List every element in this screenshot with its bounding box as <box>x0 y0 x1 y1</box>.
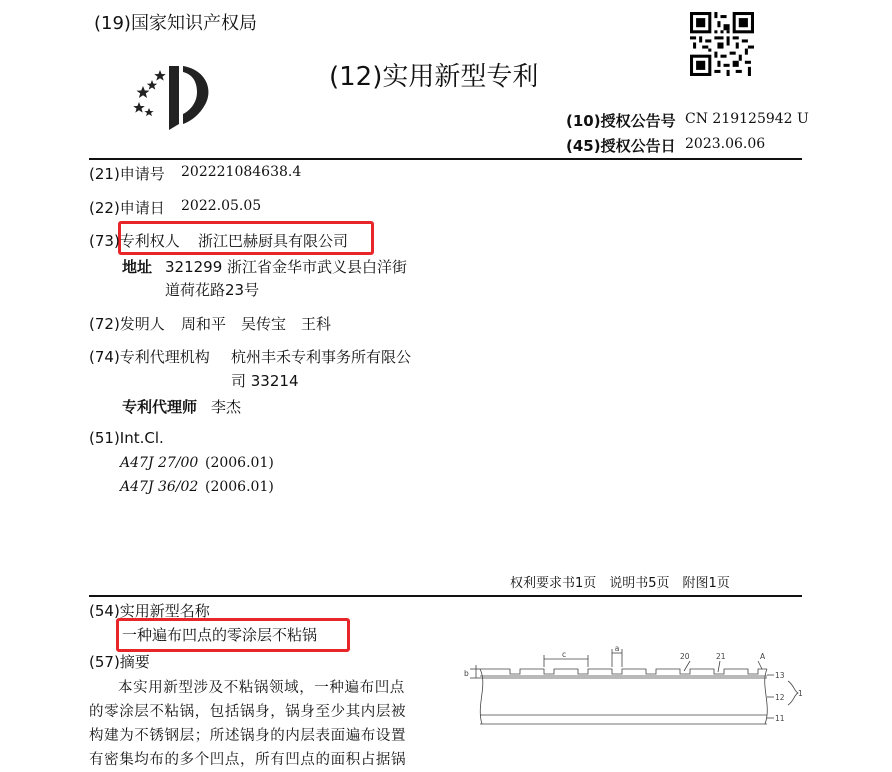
publication-number-label: (10)授权公告号 <box>566 112 676 130</box>
abstract-text <box>89 676 437 772</box>
inventors-label: (72)发明人 <box>89 315 165 333</box>
application-number-label: (21)申请号 <box>89 165 165 183</box>
application-date-value: 2022.05.05 <box>181 198 262 214</box>
header-divider <box>89 158 802 160</box>
inventors-value: 周和平 吴传宝 王科 <box>181 315 332 333</box>
abstract-line-4: 有密集均布的多个凹点，所有凹点的面积占据锅 <box>89 752 407 768</box>
page-count-info: 权利要求书1页 说明书5页 附图1页 <box>510 576 730 591</box>
patentee-label: (73)专利权人 <box>89 232 180 250</box>
ipc-code-1: A47J 27/00 <box>120 455 199 471</box>
utility-model-title: 一种遍布凹点的零涂层不粘锅 <box>122 626 318 644</box>
agency-label: (74)专利代理机构 <box>89 348 210 366</box>
figure-label-21: 21 <box>716 652 726 661</box>
address-label: 地址 <box>122 258 153 276</box>
figure-label-c: c <box>561 650 567 659</box>
abstract-line-1: 本实用新型涉及不粘锅领域，一种遍布凹点 <box>118 680 405 696</box>
utility-model-title-label: (54)实用新型名称 <box>89 602 210 620</box>
abstract-label: (57)摘要 <box>89 653 150 671</box>
figure-label-20: 20 <box>680 652 690 661</box>
issuing-office: (19)国家知识产权局 <box>94 13 257 34</box>
abstract-line-2: 的零涂层不粘锅，包括锅身，锅身至少其内层被 <box>89 704 407 720</box>
figure-label-b: b <box>464 669 469 678</box>
cross-section-figure <box>462 645 802 735</box>
figure-label-11: 11 <box>775 714 785 723</box>
cnipa-logo-icon <box>133 62 217 132</box>
patentee-value: 浙江巴赫厨具有限公司 <box>198 232 349 250</box>
ipc-date-1: (2006.01) <box>205 455 274 471</box>
agency-line-1: 杭州丰禾专利事务所有限公 <box>231 348 412 366</box>
application-date-label: (22)申请日 <box>89 199 165 217</box>
address-line-2: 道荷花路23号 <box>165 281 260 299</box>
ipc-label: (51)Int.Cl. <box>89 429 164 447</box>
qr-code-icon <box>690 12 754 76</box>
document-type: (12)实用新型专利 <box>329 62 539 92</box>
figure-label-1: 1 <box>798 689 803 698</box>
figure-label-a: a <box>614 644 620 653</box>
publication-date-label: (45)授权公告日 <box>566 137 676 155</box>
ipc-date-2: (2006.01) <box>205 479 274 495</box>
figure-label-A: A <box>760 652 766 661</box>
agent-value: 李杰 <box>211 398 242 416</box>
abstract-line-3: 构建为不锈钢层；所述锅身的内层表面遍布设置 <box>89 728 407 744</box>
agent-label: 专利代理师 <box>122 398 198 416</box>
figure-label-12: 12 <box>775 693 785 702</box>
section-divider <box>89 595 802 597</box>
ipc-code-2: A47J 36/02 <box>120 479 199 495</box>
publication-date-value: 2023.06.06 <box>685 136 766 152</box>
figure-label-13: 13 <box>775 671 785 680</box>
address-line-1: 321299 浙江省金华市武义县白洋街 <box>165 258 408 276</box>
publication-number-value: CN 219125942 U <box>685 111 809 127</box>
application-number-value: 202221084638.4 <box>181 164 302 180</box>
agency-line-2: 司 33214 <box>231 372 299 390</box>
